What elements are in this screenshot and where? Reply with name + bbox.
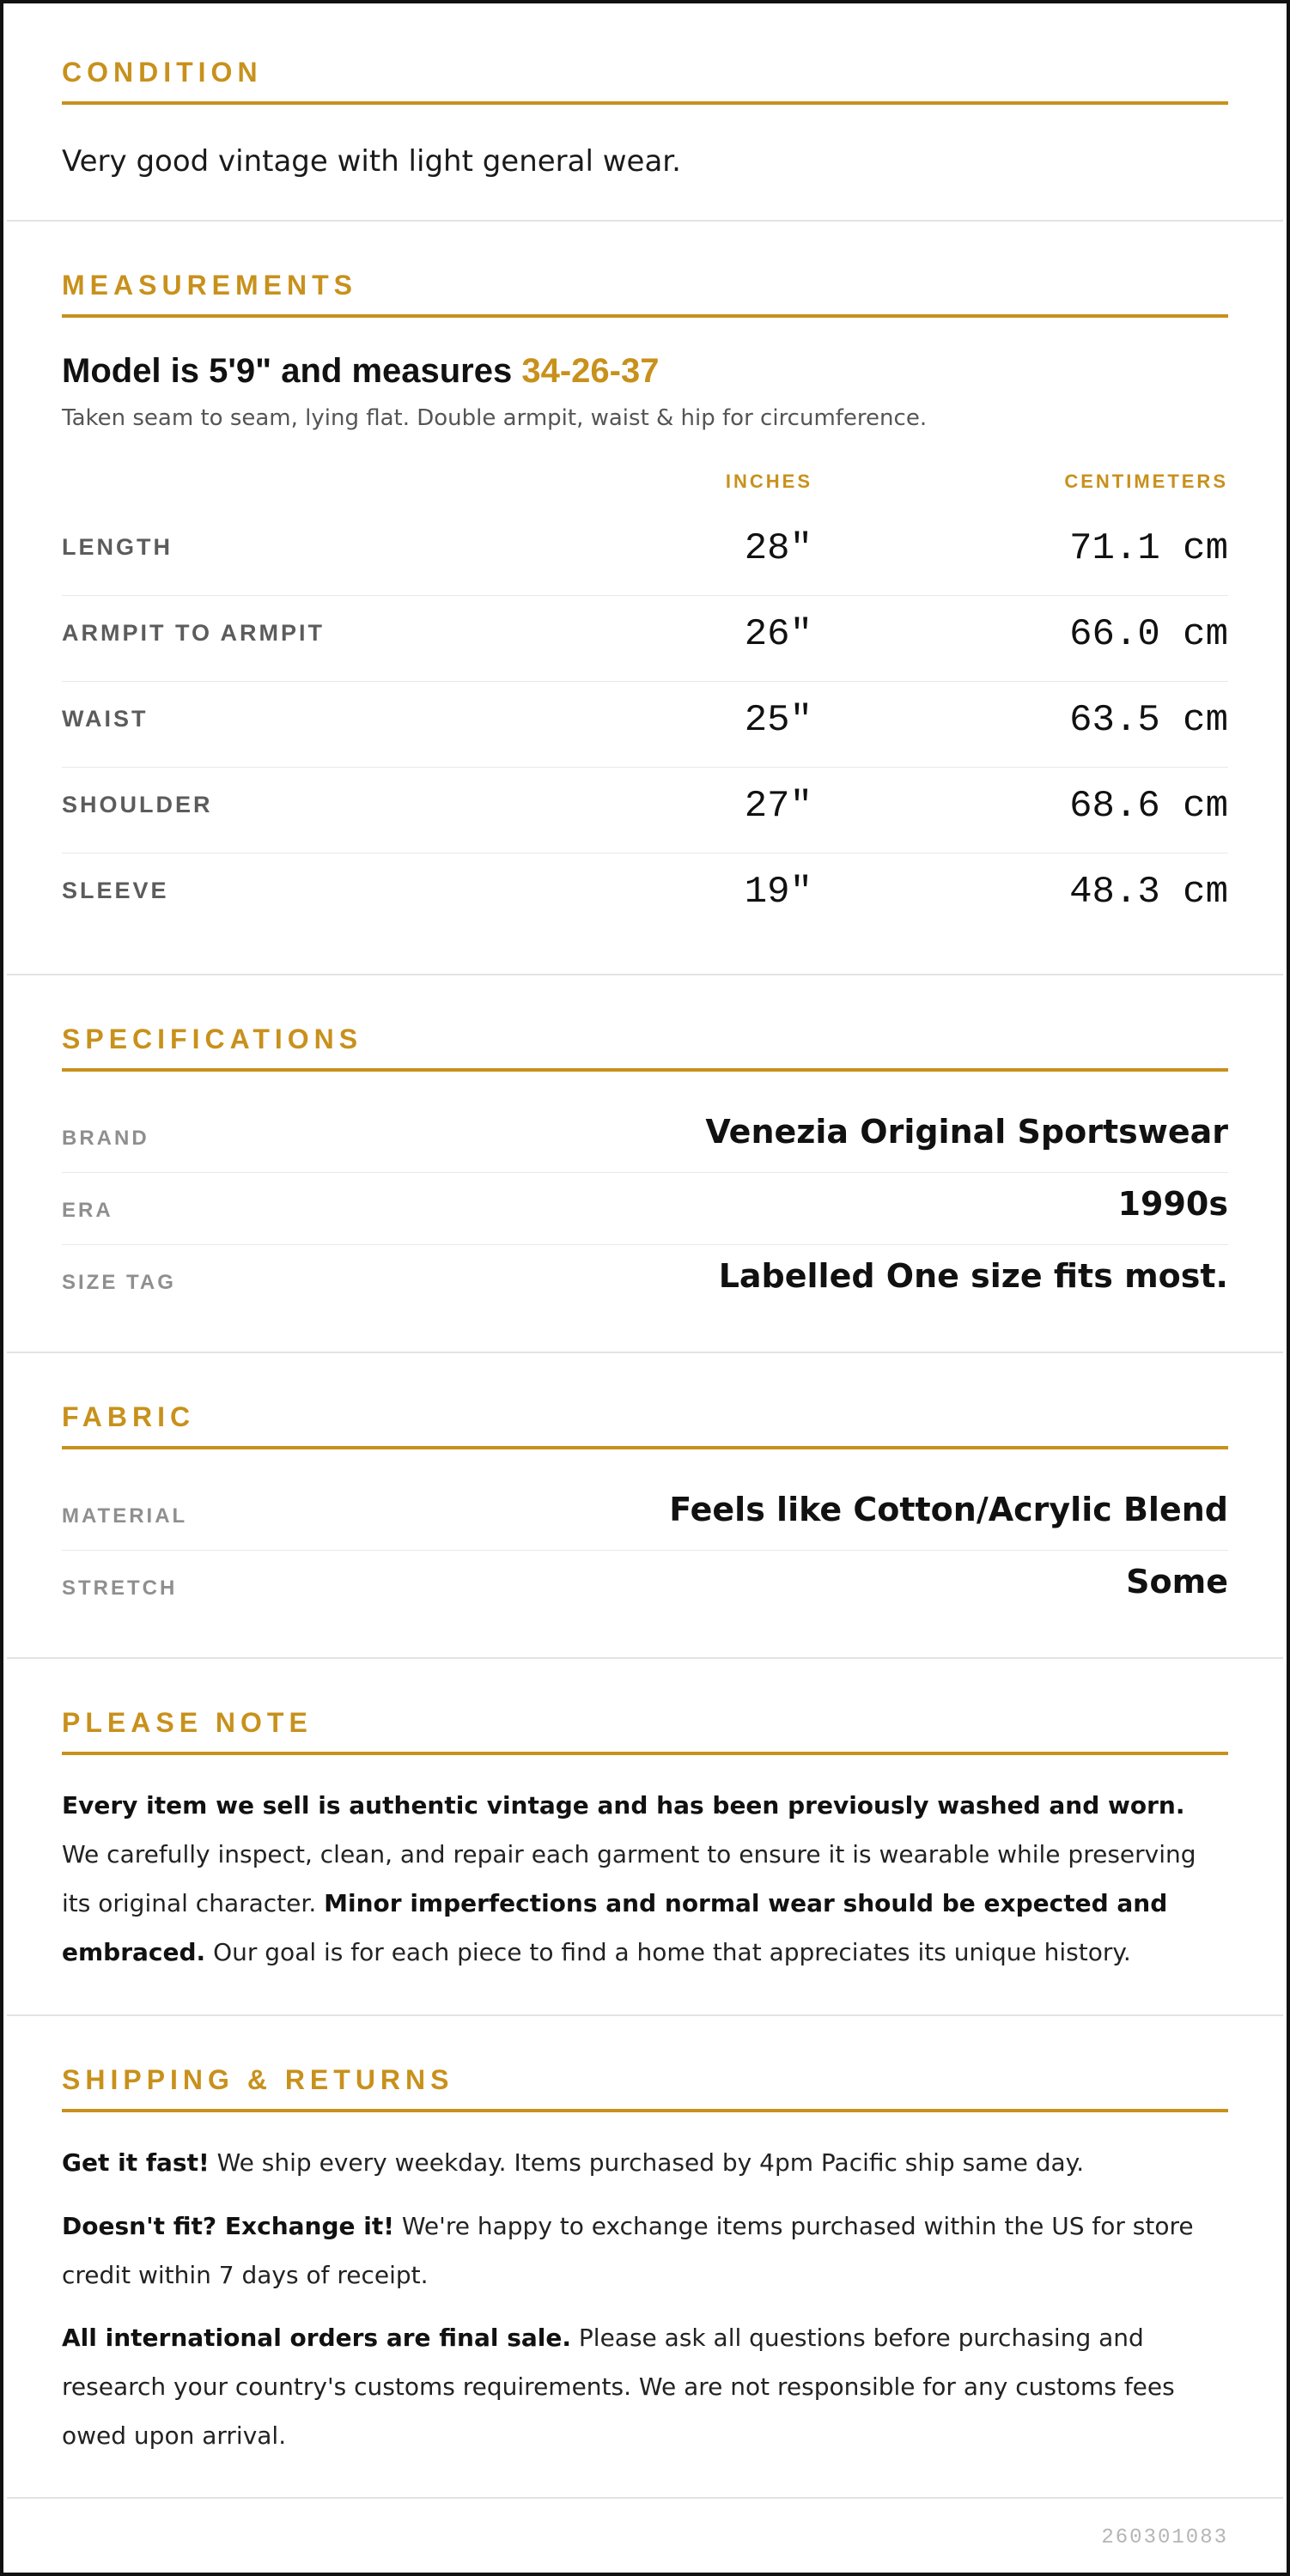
condition-text: Very good vintage with light general wear.: [62, 144, 681, 179]
model-measures-value: 34-26-37: [521, 352, 660, 390]
shipping-paragraph-2: [62, 2202, 1228, 2300]
please-note-text: [62, 1781, 1228, 1977]
measurement-inches: 28": [744, 527, 812, 570]
fabric-row-stretch: [62, 1551, 1228, 1623]
note-text-1: We carefully inspect, clean, and repair each garment to ensure it is wearable while preserving its original character.: [62, 1840, 1196, 1917]
measurement-inches: 26": [744, 613, 812, 656]
note-bold-2: Minor imperfections and normal wear should be expected and embraced.: [62, 1889, 1168, 1966]
spec-value: Venezia Original Sportswear: [705, 1113, 1228, 1151]
spec-label: BRAND: [62, 1127, 149, 1150]
measurement-row-sleeve: [62, 854, 1228, 939]
measurement-row-length: [62, 510, 1228, 596]
measurements-section: [7, 222, 1283, 975]
spec-value: 1990s: [1117, 1185, 1228, 1223]
measurement-centimeters: 63.5 cm: [1069, 699, 1228, 742]
measurement-centimeters: 71.1 cm: [1069, 527, 1228, 570]
spec-row-size-tag: [62, 1245, 1228, 1317]
fabric-label: MATERIAL: [62, 1504, 188, 1528]
shipping-bold-2: Doesn't fit? Exchange it!: [62, 2212, 394, 2240]
specifications-section: [7, 975, 1283, 1353]
measurement-inches: 25": [744, 699, 812, 742]
note-bold-1: Every item we sell is authentic vintage and has been previously washed and worn.: [62, 1791, 1185, 1820]
fabric-section: [7, 1353, 1283, 1659]
spec-label: SIZE TAG: [62, 1271, 176, 1294]
shipping-bold-3: All international orders are final sale.: [62, 2324, 572, 2352]
shipping-returns-heading: SHIPPING & RETURNS: [62, 2063, 1228, 2112]
please-note-section: [7, 1659, 1283, 2016]
measurement-row-shoulder: [62, 768, 1228, 854]
please-note-heading: PLEASE NOTE: [62, 1705, 1228, 1755]
shipping-text-2: We're happy to exchange items purchased within the US for store credit within 7 days of receipt.: [62, 2212, 1194, 2289]
shipping-text-3: Please ask all questions before purchasing and research your country's customs requirements. We are not responsible for any customs fees owed upon arrival.: [62, 2324, 1175, 2450]
spec-label: ERA: [62, 1199, 113, 1222]
measurement-label: LENGTH: [62, 534, 173, 560]
spec-row-era: [62, 1173, 1228, 1245]
model-measurements: [62, 352, 1228, 391]
shipping-paragraph-3: [62, 2313, 1228, 2460]
fabric-value: Some: [1126, 1563, 1228, 1601]
shipping-bold-1: Get it fast!: [62, 2148, 210, 2177]
measurements-heading: MEASUREMENTS: [62, 268, 1228, 318]
column-header-centimeters: CENTIMETERS: [1064, 471, 1228, 492]
note-text-2: Our goal is for each piece to find a home that appreciates its unique history.: [205, 1938, 1131, 1966]
specifications-heading: SPECIFICATIONS: [62, 1022, 1228, 1072]
measurement-row-waist: [62, 682, 1228, 768]
measurement-centimeters: 66.0 cm: [1069, 613, 1228, 656]
fabric-row-material: [62, 1479, 1228, 1551]
measurement-inches: 27": [744, 785, 812, 828]
measurement-note: Taken seam to seam, lying flat. Double armpit, waist & hip for circumference.: [62, 405, 928, 431]
measurement-label: SLEEVE: [62, 878, 169, 903]
measurement-label: ARMPIT TO ARMPIT: [62, 620, 325, 646]
spec-row-brand: [62, 1101, 1228, 1173]
fabric-heading: FABRIC: [62, 1400, 1228, 1449]
model-prefix: Model is 5'9" and measures: [62, 352, 522, 390]
measurement-centimeters: 68.6 cm: [1069, 785, 1228, 828]
spec-value: Labelled One size fits most.: [718, 1257, 1228, 1295]
fabric-value: Feels like Cotton/Acrylic Blend: [669, 1491, 1228, 1528]
measurement-centimeters: 48.3 cm: [1069, 871, 1228, 914]
column-header-inches: INCHES: [725, 471, 812, 492]
fabric-label: STRETCH: [62, 1577, 178, 1600]
measurement-row-armpit: [62, 596, 1228, 682]
condition-heading: CONDITION: [62, 55, 1228, 105]
shipping-paragraph-1: [62, 2138, 1228, 2187]
item-code: 260301083: [1101, 2526, 1228, 2549]
measurement-inches: 19": [744, 871, 812, 914]
measurement-label: WAIST: [62, 706, 149, 732]
shipping-text-1: We ship every weekday. Items purchased by 4pm Pacific ship same day.: [209, 2148, 1085, 2177]
condition-section: [7, 3, 1283, 222]
shipping-returns-section: [7, 2016, 1283, 2499]
measurement-label: SHOULDER: [62, 792, 213, 817]
